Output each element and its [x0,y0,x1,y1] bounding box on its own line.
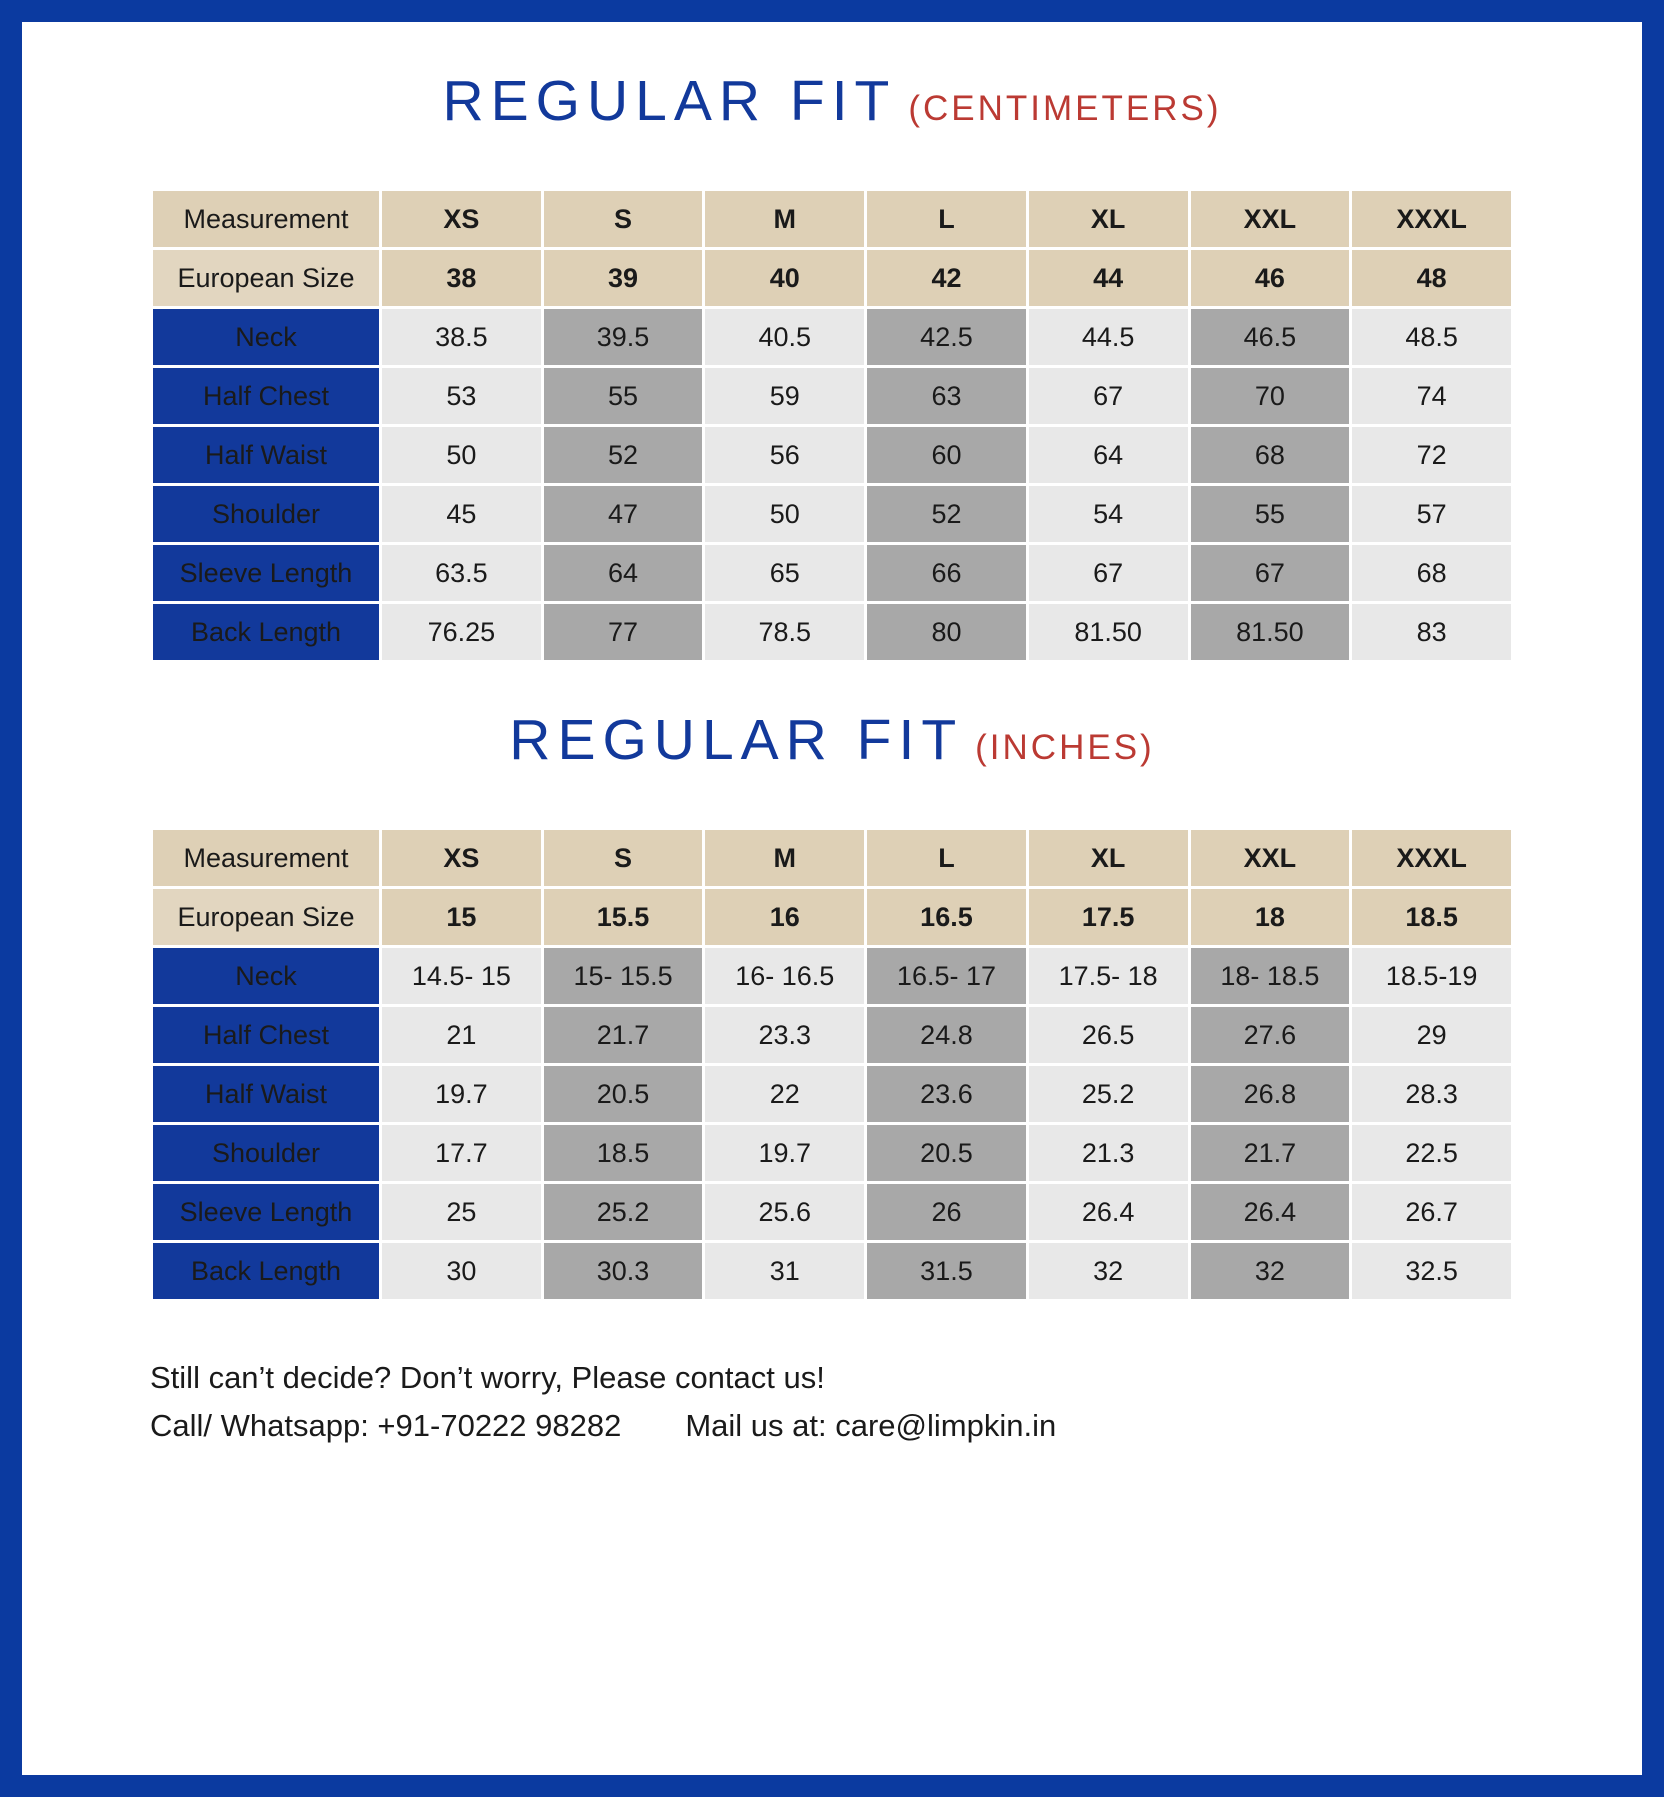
european-size-row [153,250,1511,306]
section-title-cm-main: REGULAR FIT [442,69,897,133]
cell-sleeve-length-s: 25.2 [544,1184,703,1240]
table-row [153,1243,1511,1299]
header-size-m: M [705,191,864,247]
chart-content [22,22,1642,1775]
header-measurement: Measurement [153,830,379,886]
contact-footer [150,1354,1514,1450]
cell-half-chest-s: 55 [544,368,703,424]
cell-half-chest-m: 59 [705,368,864,424]
european-size-xl: 44 [1029,250,1188,306]
european-size-l: 16.5 [867,889,1026,945]
cell-half-waist-xs: 19.7 [382,1066,541,1122]
european-size-xl: 17.5 [1029,889,1188,945]
european-size-xxxl: 18.5 [1352,889,1511,945]
cell-sleeve-length-xs: 63.5 [382,545,541,601]
header-size-xl: XL [1029,191,1188,247]
european-size-xxl: 18 [1191,889,1350,945]
cell-neck-xl: 44.5 [1029,309,1188,365]
header-size-xs: XS [382,830,541,886]
cell-sleeve-length-xxxl: 26.7 [1352,1184,1511,1240]
size-table-in [150,827,1514,1302]
cell-neck-s: 15- 15.5 [544,948,703,1004]
european-size-xs: 15 [382,889,541,945]
cell-back-length-xxl: 32 [1191,1243,1350,1299]
cell-half-waist-xxl: 68 [1191,427,1350,483]
cell-shoulder-xs: 17.7 [382,1125,541,1181]
row-label-sleeve-length: Sleeve Length [153,1184,379,1240]
european-size-l: 42 [867,250,1026,306]
cell-half-chest-xl: 26.5 [1029,1007,1188,1063]
cell-half-waist-xl: 25.2 [1029,1066,1188,1122]
cell-back-length-xxxl: 83 [1352,604,1511,660]
cell-back-length-m: 31 [705,1243,864,1299]
cell-half-waist-m: 56 [705,427,864,483]
european-size-xs: 38 [382,250,541,306]
european-size-xxl: 46 [1191,250,1350,306]
cell-shoulder-xl: 21.3 [1029,1125,1188,1181]
table-row [153,1066,1511,1122]
european-size-label: European Size [153,889,379,945]
cell-shoulder-xl: 54 [1029,486,1188,542]
header-size-m: M [705,830,864,886]
cell-half-waist-xxxl: 28.3 [1352,1066,1511,1122]
header-size-xs: XS [382,191,541,247]
cell-back-length-xs: 30 [382,1243,541,1299]
table-row [153,1125,1511,1181]
cell-half-waist-xxxl: 72 [1352,427,1511,483]
table-row [153,1007,1511,1063]
section-title-cm [150,68,1514,134]
table-header-row [153,191,1511,247]
cell-neck-xs: 14.5- 15 [382,948,541,1004]
section-title-in-unit: (INCHES) [975,728,1155,767]
table-row [153,948,1511,1004]
cell-half-waist-xxl: 26.8 [1191,1066,1350,1122]
table-row [153,604,1511,660]
european-size-m: 40 [705,250,864,306]
cell-half-chest-xs: 53 [382,368,541,424]
cell-shoulder-l: 52 [867,486,1026,542]
european-size-label: European Size [153,250,379,306]
cell-half-waist-m: 22 [705,1066,864,1122]
section-title-in [150,707,1514,773]
cell-half-chest-m: 23.3 [705,1007,864,1063]
row-label-shoulder: Shoulder [153,1125,379,1181]
cell-half-chest-xl: 67 [1029,368,1188,424]
header-size-s: S [544,830,703,886]
cell-half-chest-l: 24.8 [867,1007,1026,1063]
header-size-s: S [544,191,703,247]
header-size-xxl: XXL [1191,830,1350,886]
cell-neck-xxl: 46.5 [1191,309,1350,365]
cell-half-waist-l: 60 [867,427,1026,483]
cell-half-waist-l: 23.6 [867,1066,1026,1122]
header-size-xxxl: XXXL [1352,191,1511,247]
cell-neck-l: 16.5- 17 [867,948,1026,1004]
row-label-half-chest: Half Chest [153,368,379,424]
cell-half-chest-xxl: 27.6 [1191,1007,1350,1063]
row-label-sleeve-length: Sleeve Length [153,545,379,601]
footer-email[interactable]: Mail us at: care@limpkin.in [685,1408,1057,1444]
table-row [153,1184,1511,1240]
cell-sleeve-length-s: 64 [544,545,703,601]
table-row [153,427,1511,483]
cell-back-length-s: 30.3 [544,1243,703,1299]
cell-sleeve-length-xs: 25 [382,1184,541,1240]
cell-sleeve-length-m: 25.6 [705,1184,864,1240]
european-size-xxxl: 48 [1352,250,1511,306]
cell-neck-xl: 17.5- 18 [1029,948,1188,1004]
header-size-l: L [867,191,1026,247]
row-label-neck: Neck [153,309,379,365]
cell-neck-xxxl: 18.5-19 [1352,948,1511,1004]
cell-shoulder-xxl: 21.7 [1191,1125,1350,1181]
cell-back-length-m: 78.5 [705,604,864,660]
cell-neck-xxl: 18- 18.5 [1191,948,1350,1004]
cell-sleeve-length-xl: 67 [1029,545,1188,601]
cell-half-waist-xl: 64 [1029,427,1188,483]
cell-neck-xs: 38.5 [382,309,541,365]
european-size-m: 16 [705,889,864,945]
header-size-l: L [867,830,1026,886]
table-row [153,545,1511,601]
cell-sleeve-length-xxxl: 68 [1352,545,1511,601]
cell-shoulder-m: 50 [705,486,864,542]
european-size-s: 15.5 [544,889,703,945]
row-label-shoulder: Shoulder [153,486,379,542]
cell-neck-s: 39.5 [544,309,703,365]
cell-sleeve-length-xxl: 26.4 [1191,1184,1350,1240]
cell-half-waist-s: 20.5 [544,1066,703,1122]
size-table-cm [150,188,1514,663]
cell-back-length-xl: 81.50 [1029,604,1188,660]
cell-back-length-xxl: 81.50 [1191,604,1350,660]
cell-half-chest-xxl: 70 [1191,368,1350,424]
cell-back-length-xl: 32 [1029,1243,1188,1299]
section-title-in-main: REGULAR FIT [509,708,964,772]
header-size-xxxl: XXXL [1352,830,1511,886]
cell-sleeve-length-l: 66 [867,545,1026,601]
section-title-cm-unit: (CENTIMETERS) [908,89,1222,128]
cell-shoulder-m: 19.7 [705,1125,864,1181]
cell-neck-xxxl: 48.5 [1352,309,1511,365]
table-row [153,309,1511,365]
cell-back-length-l: 31.5 [867,1243,1026,1299]
cell-shoulder-xxxl: 57 [1352,486,1511,542]
cell-back-length-xs: 76.25 [382,604,541,660]
cell-half-chest-l: 63 [867,368,1026,424]
cell-back-length-l: 80 [867,604,1026,660]
header-size-xxl: XXL [1191,191,1350,247]
cell-shoulder-xs: 45 [382,486,541,542]
row-label-back-length: Back Length [153,604,379,660]
row-label-half-waist: Half Waist [153,427,379,483]
cell-half-chest-xxxl: 74 [1352,368,1511,424]
footer-phone[interactable]: Call/ Whatsapp: +91-70222 98282 [150,1408,622,1444]
cell-shoulder-xxxl: 22.5 [1352,1125,1511,1181]
row-label-back-length: Back Length [153,1243,379,1299]
table-row [153,368,1511,424]
cell-shoulder-s: 18.5 [544,1125,703,1181]
cell-sleeve-length-xxl: 67 [1191,545,1350,601]
cell-sleeve-length-xl: 26.4 [1029,1184,1188,1240]
european-size-s: 39 [544,250,703,306]
european-size-row [153,889,1511,945]
row-label-neck: Neck [153,948,379,1004]
cell-shoulder-xxl: 55 [1191,486,1350,542]
cell-sleeve-length-m: 65 [705,545,864,601]
row-label-half-chest: Half Chest [153,1007,379,1063]
cell-back-length-xxxl: 32.5 [1352,1243,1511,1299]
header-measurement: Measurement [153,191,379,247]
cell-neck-l: 42.5 [867,309,1026,365]
cell-half-chest-xs: 21 [382,1007,541,1063]
table-header-row [153,830,1511,886]
cell-half-chest-s: 21.7 [544,1007,703,1063]
cell-back-length-s: 77 [544,604,703,660]
table-row [153,486,1511,542]
cell-neck-m: 40.5 [705,309,864,365]
cell-shoulder-l: 20.5 [867,1125,1026,1181]
cell-sleeve-length-l: 26 [867,1184,1026,1240]
cell-half-waist-xs: 50 [382,427,541,483]
cell-shoulder-s: 47 [544,486,703,542]
footer-help-text: Still can’t decide? Don’t worry, Please contact us! [150,1360,825,1395]
cell-neck-m: 16- 16.5 [705,948,864,1004]
header-size-xl: XL [1029,830,1188,886]
row-label-half-waist: Half Waist [153,1066,379,1122]
cell-half-waist-s: 52 [544,427,703,483]
cell-half-chest-xxxl: 29 [1352,1007,1511,1063]
